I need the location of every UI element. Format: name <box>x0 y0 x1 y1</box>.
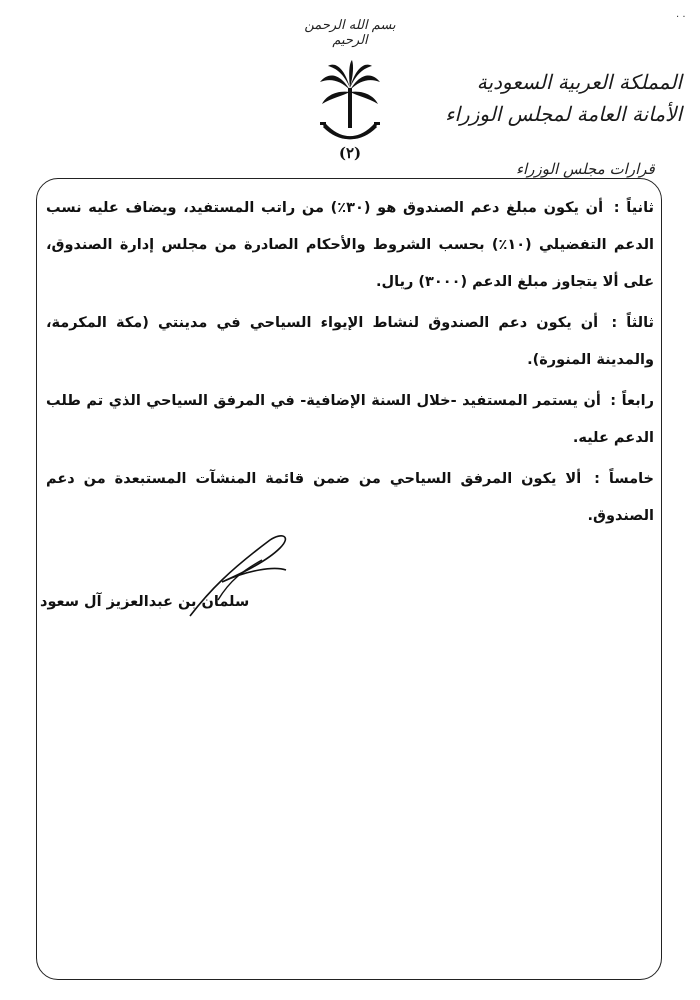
signature-area <box>40 530 280 630</box>
clause-number: رابعاً : <box>610 393 654 409</box>
issuing-organization <box>445 66 682 130</box>
frame-label: قرارات مجلس الوزراء <box>510 160 661 178</box>
clause-text: أن يكون مبلغ دعم الصندوق هو (٣٠٪) من راتب المستفيد، ويضاف عليه نسب الدعم التفضيلي (١٠٪) بحسب الشروط والأحكام الصادرة من مجلس إدارة الصندوق، على ألا يتجاوز مبلغ الدعم (٣٠٠٠) ريال. <box>46 200 654 290</box>
clause-text: أن يستمر المستفيد -خلال السنة الإضافية- في المرفق السياحي الذي تم طلب الدعم عليه. <box>46 393 654 446</box>
clause-text: أن يكون دعم الصندوق لنشاط الإيواء السياحي في مدينتي (مكة المكرمة، والمدينة المنورة). <box>46 315 654 368</box>
palm-and-swords-emblem-icon <box>318 60 382 146</box>
basmala-calligraphy: بسم الله الرحمن الرحيم <box>304 18 396 48</box>
clause-number: خامساً : <box>594 471 655 487</box>
clause-third <box>46 305 654 379</box>
page-number: (٢) <box>338 144 362 162</box>
clause-number: ثالثاً : <box>611 315 654 331</box>
clause-fifth <box>46 461 654 535</box>
signatory-name: سلمان بن عبدالعزيز آل سعود <box>40 594 250 610</box>
clause-second <box>46 190 654 301</box>
decision-body <box>46 190 654 539</box>
clause-number: ثانياً : <box>613 200 654 216</box>
organization-line-kingdom: المملكة العربية السعودية <box>476 70 682 94</box>
clause-fourth <box>46 383 654 457</box>
corner-marks: · · <box>676 12 686 23</box>
clause-text: ألا يكون المرفق السياحي من ضمن قائمة المنشآت المستبعدة من دعم الصندوق. <box>46 471 654 524</box>
organization-line-secretariat: الأمانة العامة لمجلس الوزراء <box>445 102 682 126</box>
